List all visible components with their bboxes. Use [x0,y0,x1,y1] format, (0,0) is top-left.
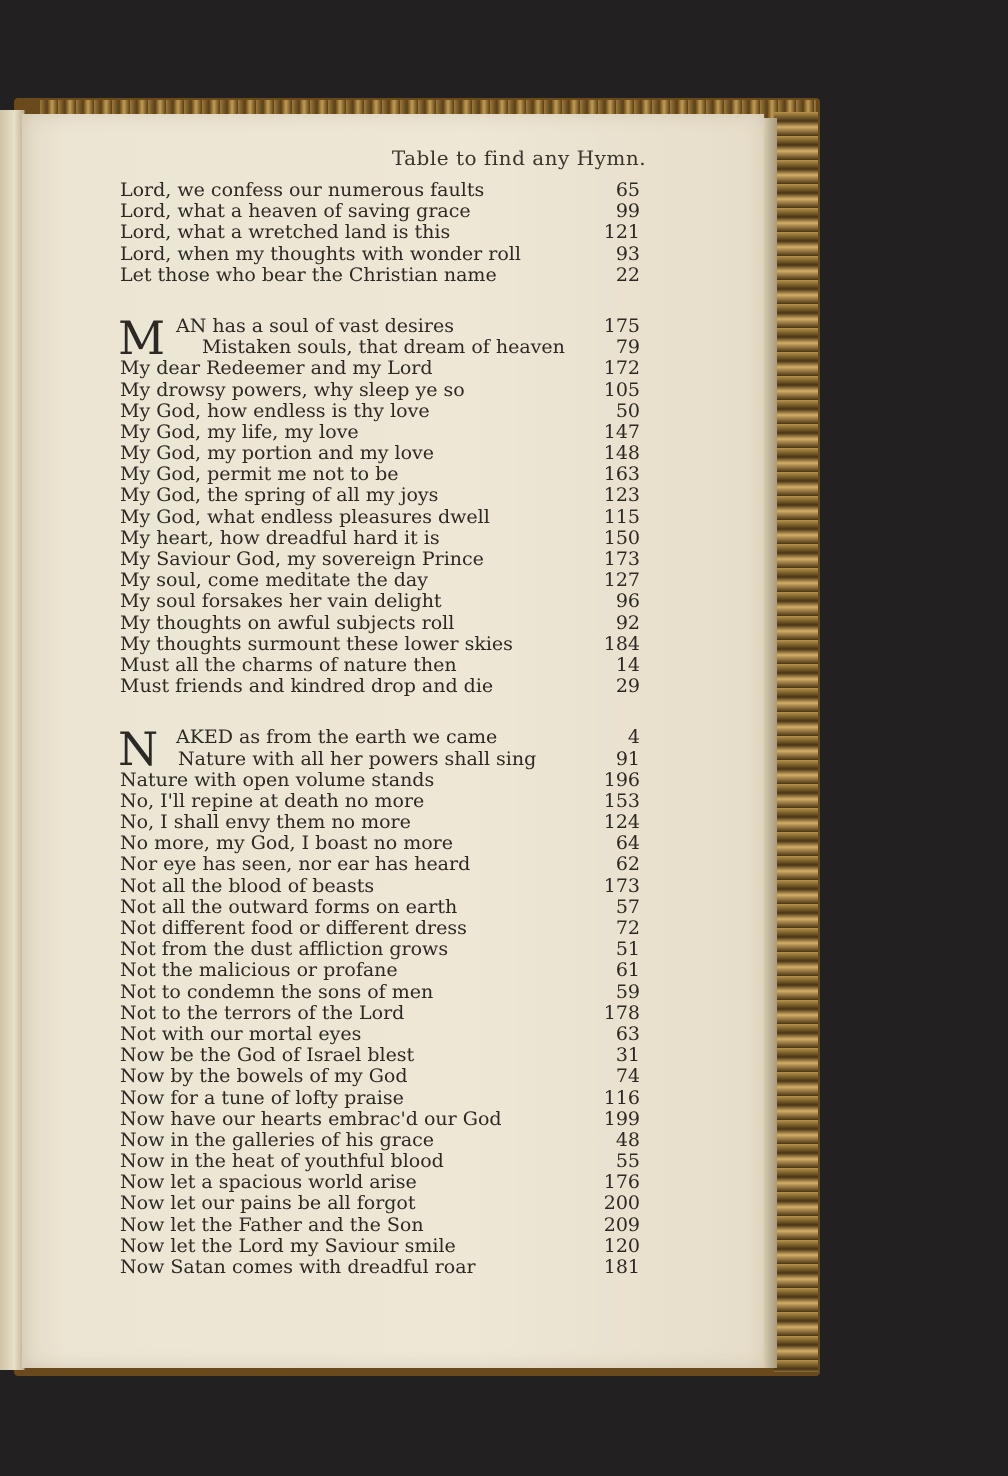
index-row [120,337,640,358]
hymn-number: 173 [603,548,640,570]
hymn-number: 4 [627,726,640,749]
hymn-number: 153 [603,789,640,812]
index-row [120,464,640,485]
first-line: Nature with open volume stands [120,768,435,791]
index-row [120,613,640,634]
hymn-number: 92 [615,611,640,634]
index-row [120,180,640,201]
index-row [120,401,640,422]
hymn-number: 61 [615,959,640,982]
index-row [120,833,640,854]
hymn-number: 55 [615,1150,640,1173]
drop-cap: M [118,310,166,365]
first-line: Nor eye has seen, nor ear has heard [120,853,471,876]
first-line: Not different food or different dress [120,917,467,939]
index-row [120,265,640,286]
first-line: Now for a tune of lofty praise [120,1086,404,1109]
hymn-number: 74 [615,1065,640,1088]
first-line: My drowsy powers, why sleep ye so [120,378,465,401]
first-line: My thoughts on awful subjects roll [120,611,455,634]
first-line: Not to condemn the sons of men [120,980,434,1003]
index-row [120,507,640,528]
index-row [120,854,640,875]
first-line: Must all the charms of nature then [120,653,457,676]
first-line: Now Satan comes with dreadful roar [120,1256,476,1278]
first-line: My soul, come meditate the day [120,569,428,592]
index-row [120,549,640,570]
section-l [120,180,640,286]
hymn-number: 31 [615,1044,640,1067]
hymn-number: 91 [615,747,640,770]
first-line: Not from the dust affliction grows [120,938,449,961]
index-row [120,222,640,243]
first-line: Not with our mortal eyes [120,1022,362,1045]
hymn-number: 57 [615,895,640,918]
section-n [118,722,640,1278]
hymn-number: 14 [615,653,640,676]
first-line: My God, how endless is thy love [120,399,430,422]
first-line: My dear Redeemer and my Lord [120,357,433,380]
index-row [120,939,640,960]
first-line: Now let the Lord my Saviour smile [120,1234,456,1257]
index-row [120,1088,640,1109]
index-row [120,918,640,939]
first-line: My God, my portion and my love [120,442,435,465]
index-row [120,960,640,981]
first-line: Now in the galleries of his grace [120,1128,435,1151]
page-edge-right [763,118,777,1368]
first-line: Now let our pains be all forgot [120,1192,416,1215]
first-line: My Saviour God, my sovereign Prince [120,548,484,570]
hymn-number: 93 [615,242,640,265]
hymn-number: 99 [615,200,640,223]
hymn-number: 79 [615,336,640,359]
first-line: Not to the terrors of the Lord [120,1001,405,1024]
hymn-number: 48 [615,1128,640,1151]
first-line: No, I'll repine at death no more [120,789,425,812]
first-line: AKED as from the earth we came [176,726,498,749]
hymn-number: 115 [603,505,640,528]
index-row [120,1257,640,1278]
index-row [120,1066,640,1087]
hymn-number: 176 [603,1171,640,1194]
hymn-number: 96 [615,590,640,613]
index-row [120,201,640,222]
hymn-number: 105 [603,378,640,401]
first-line: No more, my God, I boast no more [120,832,454,855]
hymn-number: 29 [615,675,640,698]
hymn-number: 124 [603,811,640,834]
hymn-number: 127 [603,569,640,592]
index-row [120,380,640,401]
index-row [120,876,640,897]
gilt-border-right [774,112,818,1372]
index-row [120,570,640,591]
index-row [120,422,640,443]
first-line: My God, the spring of all my joys [120,484,439,507]
index-row [120,1045,640,1066]
index-row [120,591,640,612]
index-row [120,358,640,379]
index-row [120,791,640,812]
hymn-number: 63 [615,1022,640,1045]
first-line: Mistaken souls, that dream of heaven [202,336,565,359]
index-row [120,1003,640,1024]
first-line: Lord, what a heaven of saving grace [120,200,471,223]
index-row [120,655,640,676]
hymn-number: 147 [603,420,640,443]
index-row [120,770,640,791]
first-line: AN has a soul of vast desires [176,314,454,337]
index-row [120,244,640,265]
first-line: My God, my life, my love [120,420,359,443]
hymn-number: 51 [615,938,640,961]
first-line: Nature with all her powers shall sing [178,747,537,770]
index-row [120,812,640,833]
first-line: My God, permit me not to be [120,463,399,486]
page-title: Table to find any Hymn. [391,146,647,170]
first-line: Now be the God of Israel blest [120,1044,415,1067]
hymn-number: 116 [603,1086,640,1109]
first-line: Now have our hearts embrac'd our God [120,1107,502,1130]
index-row [120,1130,640,1151]
first-line: My God, what endless pleasures dwell [120,505,490,528]
first-line: Must friends and kindred drop and die [120,675,494,698]
hymn-number: 123 [603,484,640,507]
hymn-number: 163 [603,463,640,486]
index-row [120,1236,640,1257]
hymn-number: 181 [603,1256,640,1278]
hymn-number: 196 [603,768,640,791]
index-row [120,982,640,1003]
first-line: Now in the heat of youthful blood [120,1150,444,1173]
first-line: Now let the Father and the Son [120,1213,424,1236]
hymn-number: 175 [603,314,640,337]
hymn-number: 173 [603,874,640,897]
hymn-number: 64 [615,832,640,855]
first-line: Lord, what a wretched land is this [120,221,451,244]
first-line: Not the malicious or profane [120,959,398,982]
hymn-number: 72 [615,917,640,939]
hymn-number: 62 [615,853,640,876]
index-row [120,1193,640,1214]
index-row [120,485,640,506]
first-line: Let those who bear the Christian name [120,263,497,286]
hymn-number: 184 [603,632,640,655]
first-line: Not all the blood of beasts [120,874,375,897]
hymn-number: 178 [603,1001,640,1024]
index-row [120,1024,640,1045]
first-line: My soul forsakes her vain delight [120,590,442,613]
hymn-number: 22 [615,263,640,286]
index-row [120,1109,640,1130]
first-line: Now let a spacious world arise [120,1171,417,1194]
first-line: My thoughts surmount these lower skies [120,632,513,655]
hymn-number: 209 [603,1213,640,1236]
first-line: My heart, how dreadful hard it is [120,526,440,549]
section-m [118,310,640,698]
hymn-number: 200 [603,1192,640,1215]
first-line: Lord, we confess our numerous faults [120,179,485,201]
index-row [120,634,640,655]
index-row [120,443,640,464]
index-row [120,528,640,549]
first-line: Not all the outward forms on earth [120,895,458,918]
index-row [120,1215,640,1236]
hymn-number: 59 [615,980,640,1003]
index-row [120,1172,640,1193]
hymn-number: 65 [615,179,640,201]
hymn-number: 148 [603,442,640,465]
index-row [120,897,640,918]
hymn-number: 50 [615,399,640,422]
hymn-index [120,180,640,1278]
hymn-number: 150 [603,526,640,549]
first-line: No, I shall envy them no more [120,811,411,834]
hymn-number: 121 [603,221,640,244]
index-row [120,1151,640,1172]
first-line: Lord, when my thoughts with wonder roll [120,242,521,265]
hymn-number: 120 [603,1234,640,1257]
index-row [120,676,640,697]
index-row [120,749,640,770]
drop-cap: N [118,722,159,777]
hymn-number: 199 [603,1107,640,1130]
hymn-number: 172 [603,357,640,380]
first-line: Now by the bowels of my God [120,1065,408,1088]
